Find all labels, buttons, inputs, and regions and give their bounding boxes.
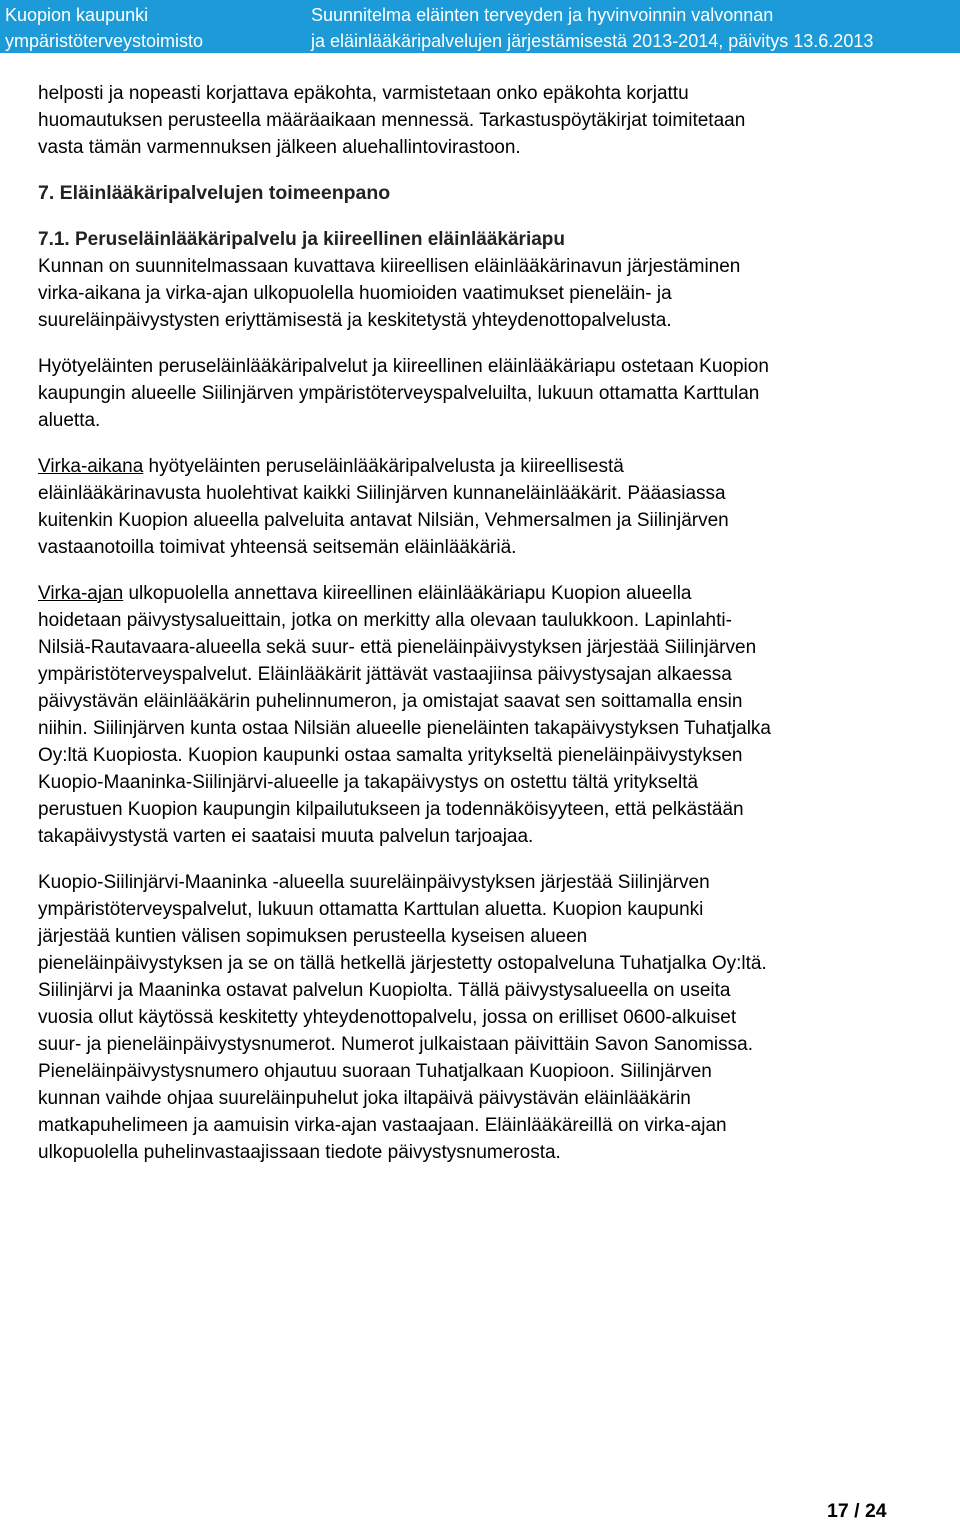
text-line: suureläinpäivystysten eriyttämisestä ja keskitetystä yhteydenottopalvelusta. — [38, 310, 672, 331]
text-line: perustuen Kuopion kaupungin kilpailutukseen ja todennäköisyyteen, että pelkästään — [38, 799, 744, 820]
section-heading: 7. Eläinlääkäripalvelujen toimeenpano — [38, 182, 391, 204]
text-line: pieneläinpäivystyksen ja se on tällä hetkellä järjestetty ostopalveluna Tuhatjalka Oy:ltä. — [38, 953, 767, 974]
text-line: Kunnan on suunnitelmassaan kuvattava kiireellisen eläinlääkärinavun järjestäminen — [38, 256, 741, 277]
text-line: päivystävän eläinlääkärin puhelinnumeron, ja omistajat saavat sen soittamalla ensin — [38, 691, 743, 712]
text-line: Pieneläinpäivystysnumero ohjautuu suoraan Tuhatjalkaan Kuopioon. Siilinjärven — [38, 1061, 712, 1082]
text-line: järjestää kuntien välisen sopimuksen perusteella kyseisen alueen — [38, 926, 588, 947]
text-line: aluetta. — [38, 410, 101, 431]
text-line: kuitenkin Kuopion alueella palveluita antavat Nilsiän, Vehmersalmen ja Siilinjärven — [38, 510, 729, 531]
text-line: Kuopio-Siilinjärvi-Maaninka -alueella suureläinpäivystyksen järjestää Siilinjärven — [38, 872, 710, 893]
text-line: eläinlääkärinavusta huolehtivat kaikki Siilinjärven kunnaneläinlääkärit. Pääasiassa — [38, 483, 726, 504]
subsection-heading: 7.1. Peruseläinlääkäripalvelu ja kiireellinen eläinlääkäriapu — [38, 229, 566, 250]
text-line — [38, 580, 958, 607]
text-line: helposti ja nopeasti korjattava epäkohta, varmistetaan onko epäkohta korjattu — [38, 83, 689, 104]
text-line: hoidetaan päivystysalueittain, jotka on merkitty alla olevaan taulukkoon. Lapinlahti- — [38, 610, 732, 631]
text-line: ulkopuolella puhelinvastaajissaan tiedote päivystysnumerosta. — [38, 1142, 561, 1163]
text-line: kunnan vaihde ohjaa suureläinpuhelut joka iltapäivä päivystävän eläinlääkärin — [38, 1088, 691, 1109]
page-number: 17 / 24 — [827, 1500, 887, 1522]
text-line: vuosia ollut käytössä keskitetty yhteydenottopalvelu, jossa on erilliset 0600-alkuiset — [38, 1007, 737, 1028]
text-line: vastaanotoilla toimivat yhteensä seitsemän eläinlääkäriä. — [38, 537, 517, 558]
kuopio-area-paragraph — [38, 869, 958, 1166]
text-line: takapäivystystä varten ei saataisi muuta palvelun tarjoajaa. — [38, 826, 534, 847]
text-line: virka-aikana ja virka-ajan ulkopuolella huomioiden vaatimukset pieneläin- ja — [38, 283, 672, 304]
text-line — [38, 453, 958, 480]
text-line: niihin. Siilinjärven kunta ostaa Nilsiän alueelle pieneläinten takapäivystyksen Tuhatjalka — [38, 718, 771, 739]
office-hours-paragraph — [38, 453, 958, 561]
text-line: Kuopio-Maaninka-Siilinjärvi-alueelle ja takapäivystys on ostettu tältä yritykseltä — [38, 772, 699, 793]
text-line: huomautuksen perusteella määräaikaan mennessä. Tarkastuspöytäkirjat toimitetaan — [38, 110, 746, 131]
text-line: ympäristöterveyspalvelut, lukuun ottamatta Karttulan aluetta. Kuopion kaupunki — [38, 899, 704, 920]
underlined-term: Virka-ajan — [38, 583, 124, 604]
after-hours-paragraph — [38, 580, 958, 850]
header-title-line: Suunnitelma eläinten terveyden ja hyvinvoinnin valvonnan — [311, 5, 774, 25]
header-title-line: ja eläinlääkäripalvelujen järjestämisestä 2013-2014, päivitys 13.6.2013 — [311, 31, 874, 51]
intro-paragraph — [38, 80, 958, 161]
text-line: matkapuhelimeen ja aamuisin virka-ajan vastaajaan. Eläinlääkäreillä on virka-ajan — [38, 1115, 727, 1136]
text-line: vasta tämän varmennuksen jälkeen aluehallintovirastoon. — [38, 137, 521, 158]
text-line: Hyötyeläinten peruseläinlääkäripalvelut ja kiireellinen eläinlääkäriapu ostetaan Kuopion — [38, 356, 769, 377]
text-line: Nilsiä-Rautavaara-alueella sekä suur- että pieneläinpäivystyksen järjestää Siilinjärven — [38, 637, 757, 658]
text-line: ympäristöterveyspalvelut. Eläinlääkärit jättävät vastaajiinsa päivystysajan alkaessa — [38, 664, 732, 685]
text-fragment: ulkopuolella annettava kiireellinen eläinlääkäriapu Kuopion alueella — [123, 583, 692, 604]
underlined-term: Virka-aikana — [38, 456, 144, 477]
document-body — [38, 80, 958, 1185]
production-animals-paragraph — [38, 353, 958, 434]
subsection-7-1 — [38, 226, 958, 334]
text-line: kaupungin alueelle Siilinjärven ympäristöterveyspalveluilta, lukuun ottamatta Karttulan — [38, 383, 760, 404]
text-line: Oy:ltä Kuopiosta. Kuopion kaupunki ostaa samalta yritykseltä pieneläinpäivystyksen — [38, 745, 743, 766]
header-org-line: Kuopion kaupunki — [5, 5, 149, 25]
page-header — [0, 0, 960, 53]
text-fragment: hyötyeläinten peruseläinlääkäripalvelusta ja kiireellisestä — [143, 456, 624, 477]
header-document-title — [311, 2, 873, 54]
text-line: Siilinjärvi ja Maaninka ostavat palvelun Kuopiolta. Tällä päivystysalueella on useita — [38, 980, 731, 1001]
header-organization — [5, 2, 203, 54]
text-line: suur- ja pieneläinpäivystysnumerot. Numerot julkaistaan päivittäin Savon Sanomissa. — [38, 1034, 753, 1055]
header-org-line: ympäristöterveystoimisto — [5, 31, 204, 51]
